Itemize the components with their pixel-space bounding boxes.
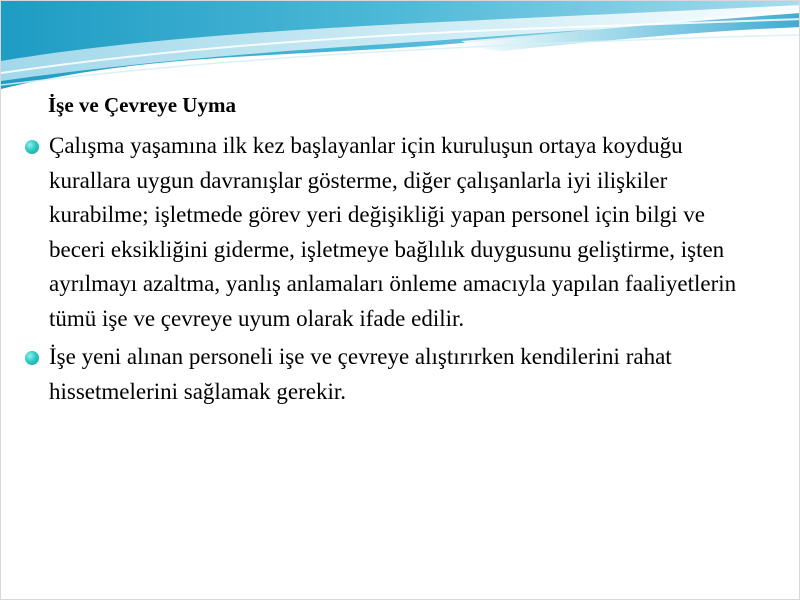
bullet-dot-icon xyxy=(25,140,39,154)
slide-title: İşe ve Çevreye Uyma xyxy=(48,93,236,117)
bullet-item xyxy=(1,340,761,409)
bullet-text: İşe yeni alınan personeli işe ve çevreye alıştırırken kendilerini rahat hissetmelerini sağlamak gerekir. xyxy=(49,344,672,404)
bullet-list xyxy=(1,129,761,413)
bullet-text: Çalışma yaşamına ilk kez başlayanlar için kuruluşun ortaya koyduğu kurallara uygun davranışlar gösterme, diğer çalışanlarla iyi ilişkiler kurabilme; işletmede görev yeri değişikliği yapan personel için bilgi ve beceri eksikliğini giderme, işletmeye bağlılık duygusunu geliştirme, işten ayrılmayı azaltma, yanlış anlamaları önleme amacıyla yapılan faaliyetlerin tümü işe ve çevreye uyum olarak ifade edilir. xyxy=(49,133,737,331)
bullet-item xyxy=(1,129,761,336)
bullet-dot-icon xyxy=(25,351,39,365)
header-wave-decoration xyxy=(1,1,800,91)
